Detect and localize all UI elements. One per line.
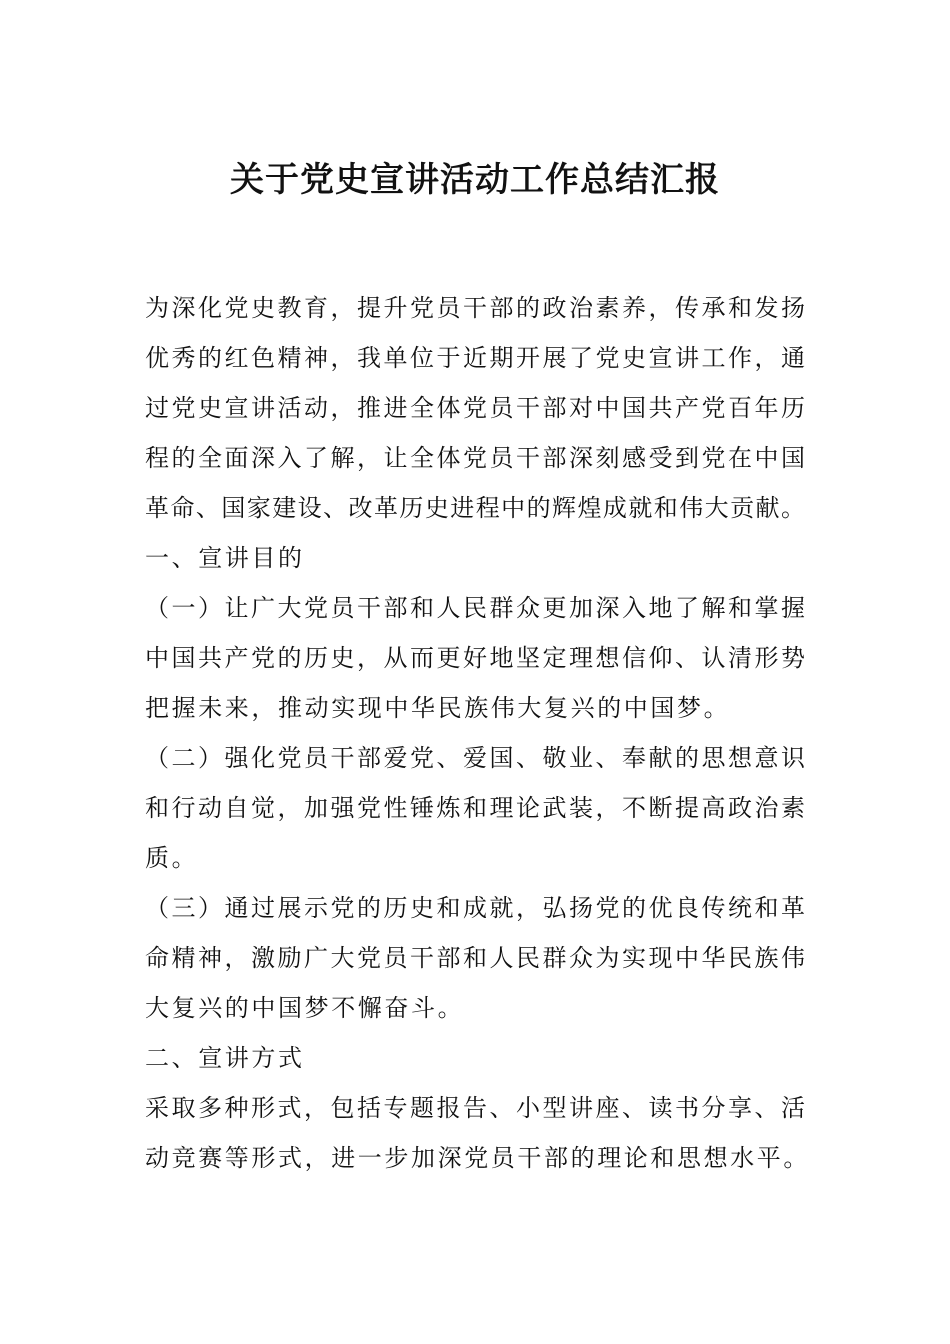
body-line: 中国共产党的历史，从而更好地坚定理想信仰、认清形势 xyxy=(145,644,805,672)
document-body xyxy=(145,283,810,1183)
body-line: （三）通过展示党的历史和成就，弘扬党的优良传统和革 xyxy=(145,894,805,922)
body-line: 和行动自觉，加强党性锤炼和理论武装，不断提高政治素 xyxy=(145,794,805,822)
body-line: 采取多种形式，包括专题报告、小型讲座、读书分享、活 xyxy=(145,1094,805,1122)
body-line: （二）强化党员干部爱党、爱国、敬业、奉献的思想意识 xyxy=(145,744,805,772)
body-line: 大复兴的中国梦不懈奋斗。 xyxy=(145,994,465,1022)
body-line: （一）让广大党员干部和人民群众更加深入地了解和掌握 xyxy=(145,594,805,622)
body-line: 过党史宣讲活动，推进全体党员干部对中国共产党百年历 xyxy=(145,394,805,422)
body-line: 革命、国家建设、改革历史进程中的辉煌成就和伟大贡献。 xyxy=(145,494,805,522)
body-line: 命精神，激励广大党员干部和人民群众为实现中华民族伟 xyxy=(145,944,805,972)
body-line: 质。 xyxy=(145,844,199,872)
body-line: 把握未来，推动实现中华民族伟大复兴的中国梦。 xyxy=(145,694,731,722)
body-line: 程的全面深入了解，让全体党员干部深刻感受到党在中国 xyxy=(145,444,805,472)
body-line: 动竞赛等形式，进一步加深党员干部的理论和思想水平。 xyxy=(145,1144,810,1172)
document-title: 关于党史宣讲活动工作总结汇报 xyxy=(230,160,720,200)
body-line: 优秀的红色精神，我单位于近期开展了党史宣讲工作，通 xyxy=(145,344,805,372)
body-line: 为深化党史教育，提升党员干部的政治素养，传承和发扬 xyxy=(145,294,805,322)
section-heading-method: 二、宣讲方式 xyxy=(145,1044,305,1072)
section-heading-purpose: 一、宣讲目的 xyxy=(145,544,305,572)
